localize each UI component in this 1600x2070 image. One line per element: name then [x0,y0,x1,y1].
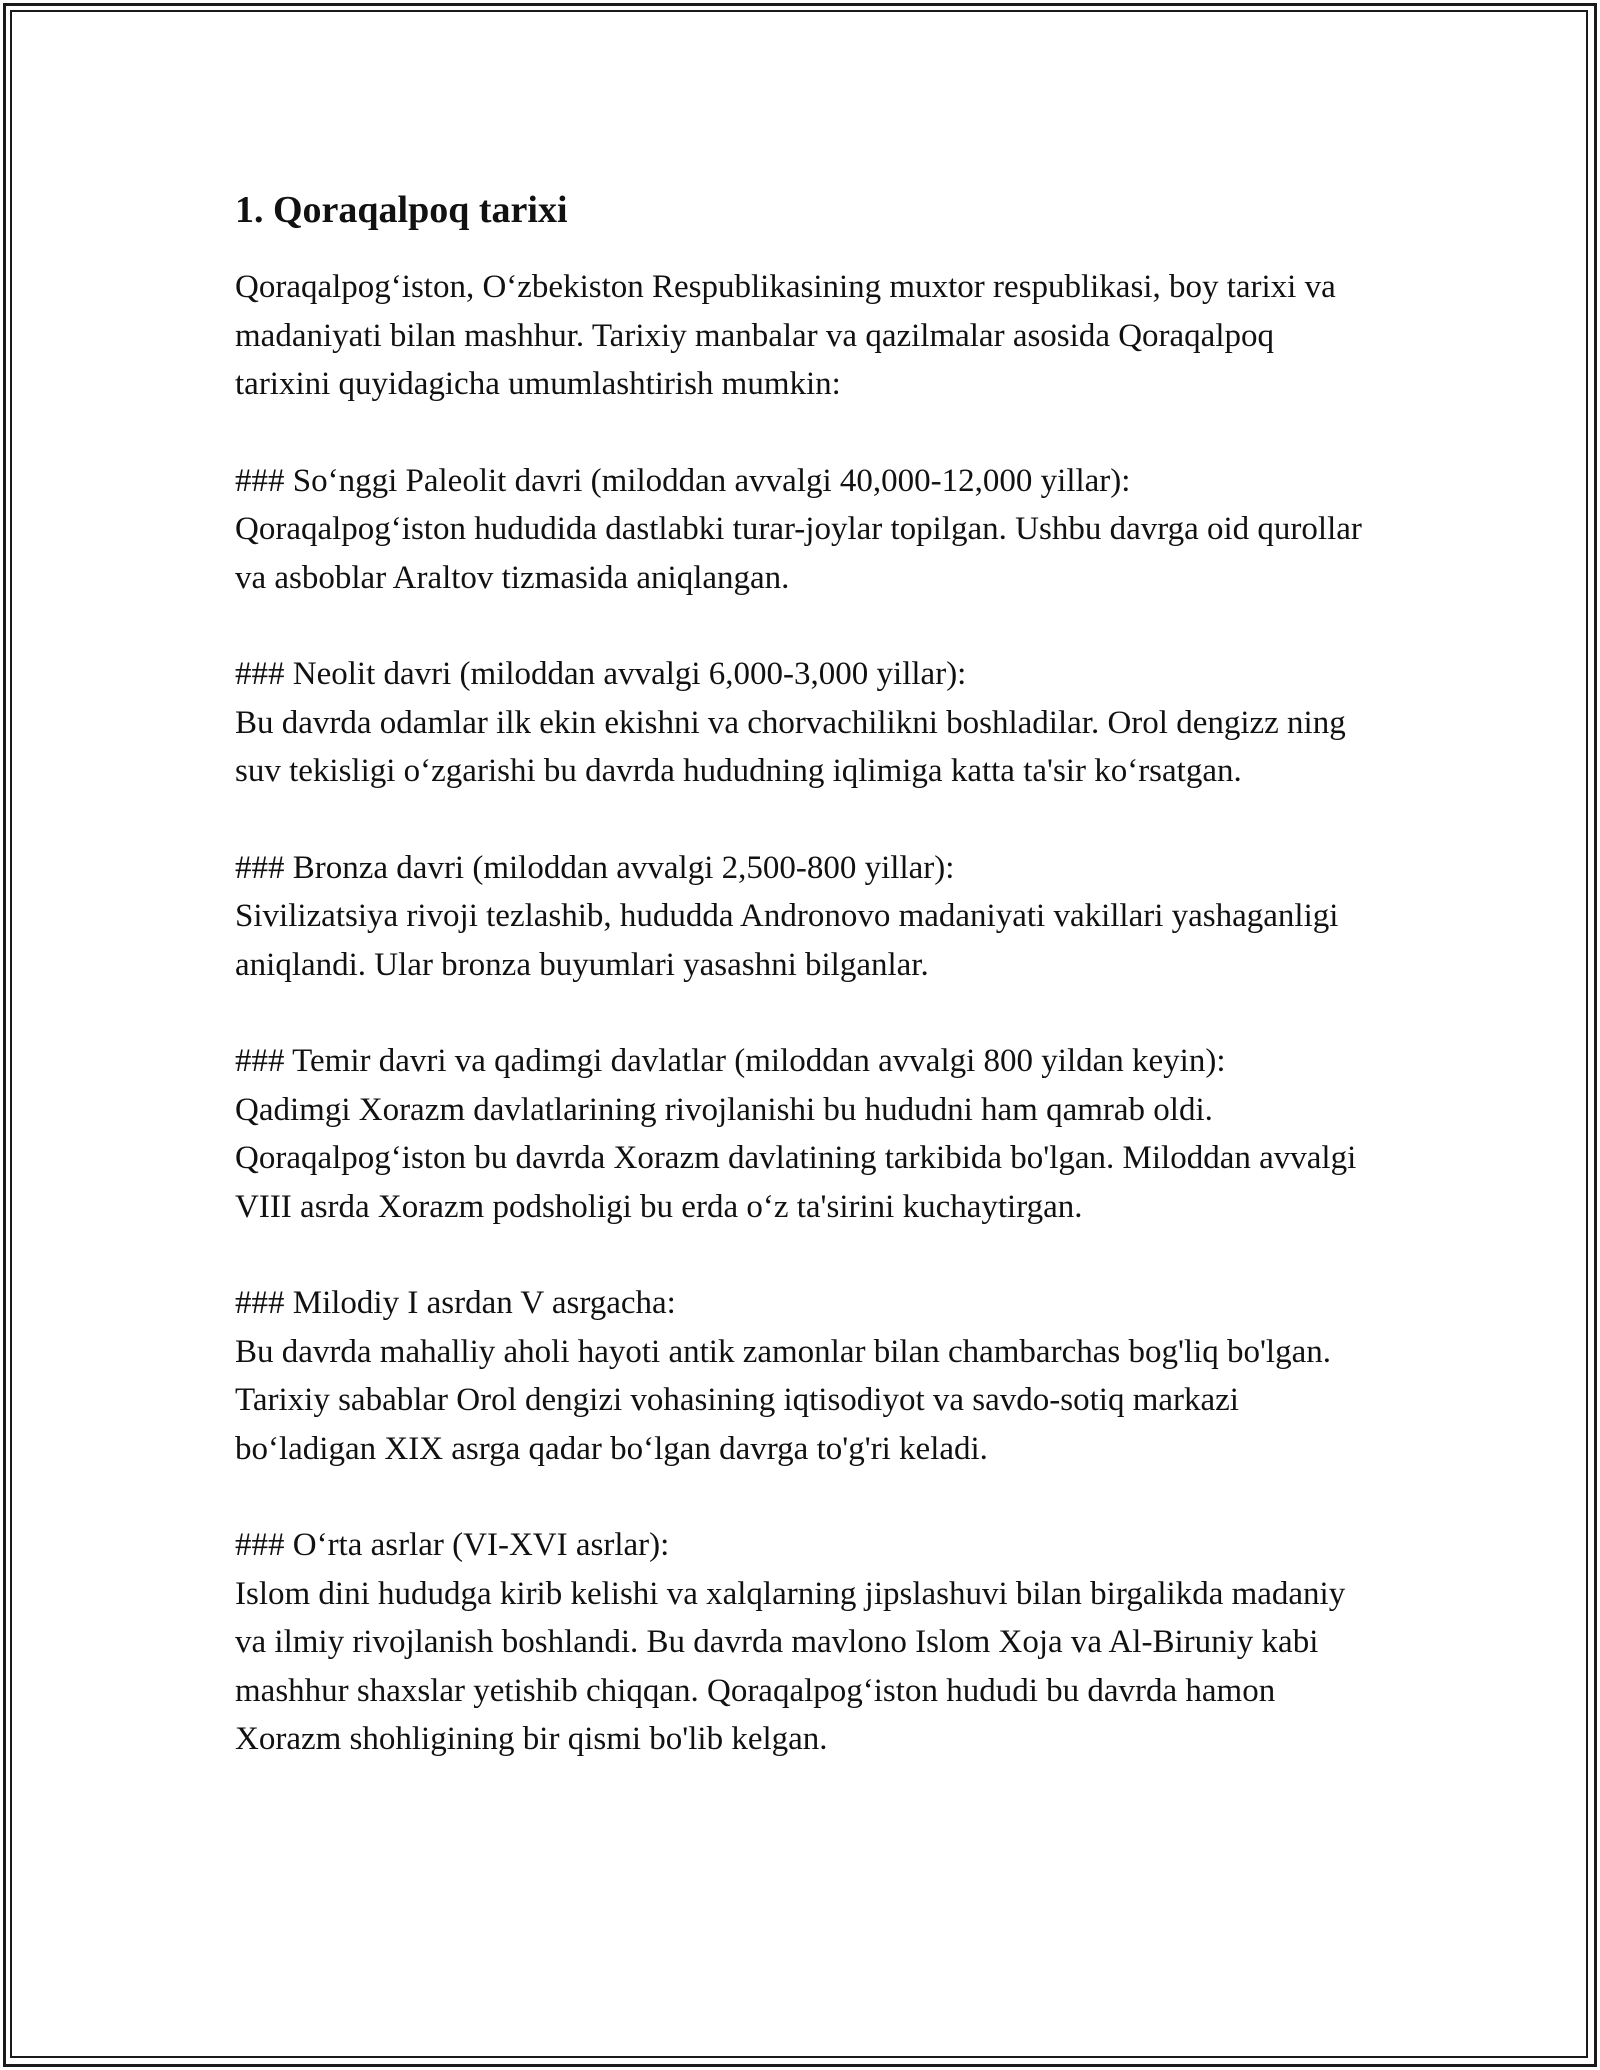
section-body: Bu davrda odamlar ilk ekin ekishni va chorvachilikni boshladilar. Orol dengizz ning suv tekisligi o‘zgarishi bu davrda hududning iqlimiga katta ta'sir ko‘rsatgan. [235,704,1346,789]
intro-paragraph: Qoraqalpog‘iston, O‘zbekiston Respublikasining muxtor respublikasi, boy tarixi va madaniyati bilan mashhur. Tarixiy manbalar va qazilmalar asosida Qoraqalpoq tarixini quyidagicha umumlashtirish mumkin: [235,269,1336,402]
section-heading: ### So‘nggi Paleolit davri (miloddan avvalgi 40,000-12,000 yillar): [235,462,1131,499]
section-body: Sivilizatsiya rivoji tezlashib, hududda Andronovo madaniyati vakillari yashaganligi aniqlandi. Ular bronza buyumlari yasashni bilganlar. [235,898,1339,983]
section-body: Qoraqalpog‘iston hududida dastlabki turar-joylar topilgan. Ushbu davrga oid qurollar va asboblar Araltov tizmasida aniqlangan. [235,511,1362,596]
document-title: 1. Qoraqalpoq tarixi [235,189,568,231]
section-heading: ### Neolit davri (miloddan avvalgi 6,000-3,000 yillar): [235,656,967,692]
section-neolithic [235,650,1375,796]
section-body: Qadimgi Xorazm davlatlarining rivojlanishi bu hududni ham qamrab oldi. Qoraqalpog‘iston bu davrda Xorazm davlatining tarkibida bo'lgan. Miloddan avvalgi VIII asrda Xorazm podsholigi bu erda o‘z ta'sirini kuchaytirgan. [235,1091,1357,1225]
section-paleolithic [235,457,1375,603]
document-body [235,185,1375,1812]
section-iron-age [235,1037,1375,1231]
section-heading: ### O‘rta asrlar (VI-XVI asrlar): [235,1527,670,1563]
section-body: Bu davrda mahalliy aholi hayoti antik zamonlar bilan chambarchas bog'liq bo'lgan. Tarixiy sabablar Orol dengizi vohasining iqtisodiyot va savdo-sotiq markazi bo‘ladigan XIX asrga qadar bo‘lgan davrga to'g'ri keladi. [235,1333,1331,1467]
section-heading: ### Bronza davri (miloddan avvalgi 2,500-800 yillar): [235,849,955,886]
section-heading: ### Milodiy I asrdan V asrgacha: [235,1285,676,1321]
section-bronze-age [235,844,1375,990]
section-first-to-fifth-century [235,1279,1375,1473]
section-heading: ### Temir davri va qadimgi davlatlar (miloddan avvalgi 800 yildan keyin): [235,1043,1226,1079]
section-middle-ages [235,1521,1375,1764]
section-body: Islom dini hududga kirib kelishi va xalqlarning jipslashuvi bilan birgalikda madaniy va ilmiy rivojlanish boshlandi. Bu davrda mavlono Islom Xoja va Al-Biruniy kabi mashhur shaxslar yetishib chiqqan. Qoraqalpog‘iston hududi bu davrda hamon Xorazm shohligining bir qismi bo'lib kelgan. [235,1575,1346,1757]
